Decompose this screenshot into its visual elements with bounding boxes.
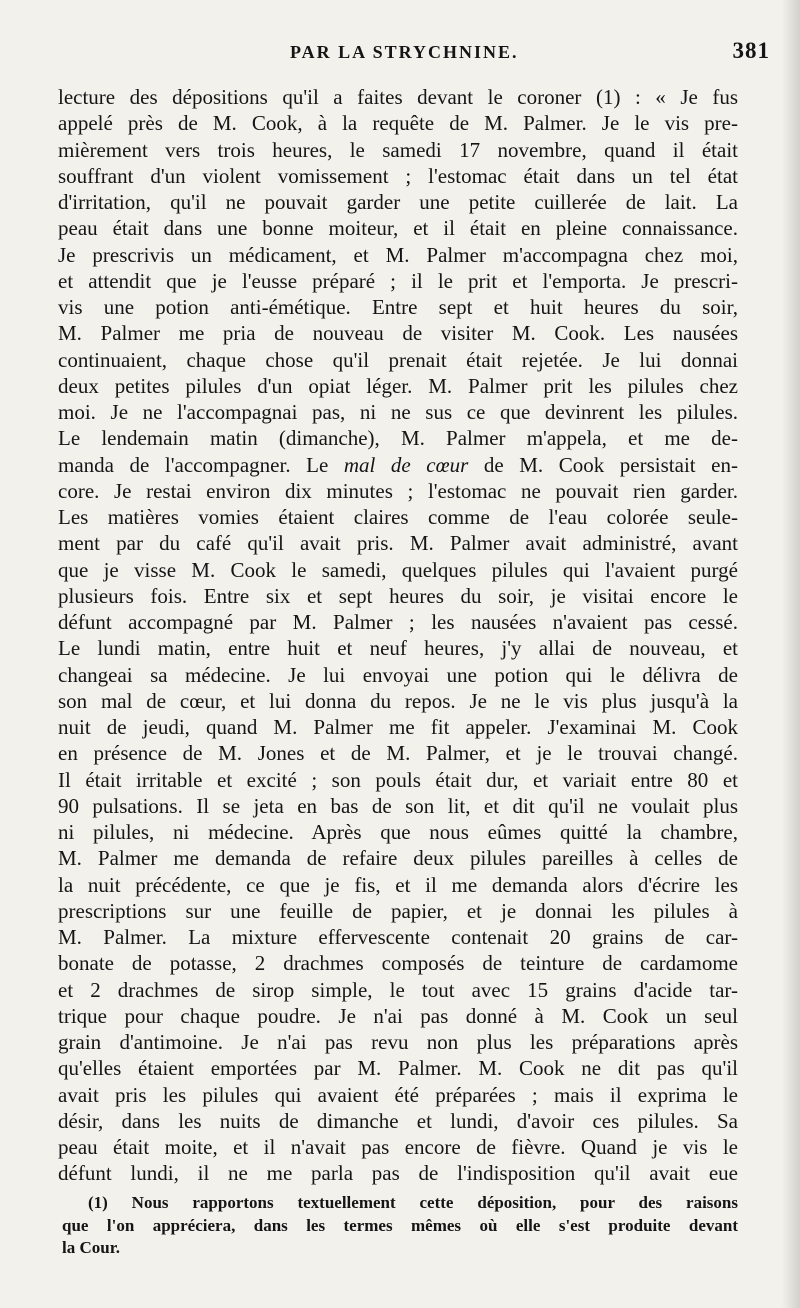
text-line: Le lundi matin, entre huit et neuf heures, j'y allai de nouveau, et (58, 636, 738, 661)
text-line: la nuit précédente, ce que je fis, et il me demanda alors d'écrire les (58, 872, 738, 897)
text-line: appelé près de M. Cook, à la requête de M. Palmer. Je le vis pre- (58, 111, 738, 136)
text-line: lecture des dépositions qu'il a faites devant le coroner (1) : « Je fus (58, 85, 738, 109)
text-line: M. Palmer me demanda de refaire deux pilules pareilles à celles de (58, 846, 738, 871)
text-line: deux petites pilules d'un opiat léger. M. Palmer prit les pilules chez (58, 373, 738, 398)
text-line: en présence de M. Jones et de M. Palmer, et je le trouvai changé. (58, 741, 738, 766)
text-line: Les matières vomies étaient claires comme de l'eau colorée seule- (58, 505, 738, 529)
text-line: peau était moite, et il n'avait pas encore de fièvre. Quand je vis le (58, 1135, 738, 1159)
running-title: PAR LA STRYCHNINE. (290, 42, 519, 62)
page-edge-shadow (782, 0, 800, 1308)
text-line: ni pilules, ni médecine. Après que nous eûmes quitté la chambre, (58, 820, 738, 844)
text-line: nuit de jeudi, quand M. Palmer me fit appeler. J'examinai M. Cook (58, 715, 738, 739)
text-line: souffrant d'un violent vomissement ; l'estomac était dans un tel état (58, 163, 738, 188)
text-line: trique pour chaque poudre. Je n'ai pas donné à M. Cook un seul (58, 1003, 738, 1028)
page-number: 381 (732, 38, 770, 63)
text-line: défunt lundi, il ne me parla pas de l'indisposition qu'il avait eue (58, 1161, 738, 1186)
text-line: défunt accompagné par M. Palmer ; les nausées n'avaient pas cessé. (58, 610, 738, 634)
text-line: bonate de potasse, 2 drachmes composés de teinture de cardamome (58, 951, 738, 976)
text-line: ment par du café qu'il avait pris. M. Palmer avait administré, avant (58, 531, 738, 556)
footnote (62, 1192, 738, 1260)
text-line: M. Palmer. La mixture effervescente contenait 20 grains de car- (58, 925, 738, 949)
text-line: Le lendemain matin (dimanche), M. Palmer m'appela, et me de- (58, 426, 738, 451)
footnote-line: (1) Nous rapportons textuellement cette déposition, pour des raisons (88, 1193, 738, 1212)
text-line: et 2 drachmes de sirop simple, le tout avec 15 grains d'acide tar- (58, 977, 738, 1002)
page-header (60, 38, 776, 76)
text-line: moi. Je ne l'accompagnai pas, ni ne sus ce que devinrent les pilules. (58, 400, 738, 424)
text-line: grain d'antimoine. Je n'ai pas revu non plus les préparations après (58, 1030, 738, 1054)
body-text (58, 84, 738, 1187)
text-line: M. Palmer me pria de nouveau de visiter M. Cook. Les nausées (58, 321, 738, 346)
italic-phrase: mal de cœur (343, 452, 469, 477)
text-line: Il était irritable et excité ; son pouls était dur, et variait entre 80 et (58, 767, 738, 792)
text-line: désir, dans les nuits de dimanche et lundi, d'avoir ces pilules. Sa (58, 1108, 738, 1133)
text-line: et attendit que je l'eusse préparé ; il le prit et l'emporta. Je prescri- (58, 268, 738, 293)
footnote-line: que l'on appréciera, dans les termes mêmes où elle s'est produite devant (62, 1215, 738, 1235)
text-line: peau était dans une bonne moiteur, et il était en pleine connaissance. (58, 216, 738, 241)
text-line: changeai sa médecine. Je lui envoyai une potion qui le délivra de (58, 662, 738, 687)
text-line: 90 pulsations. Il se jeta en bas de son lit, et dit qu'il ne voulait plus (58, 793, 738, 818)
text-line: continuaient, chaque chose qu'il prenait était rejetée. Je lui donnai (58, 347, 738, 372)
text-line: manda de l'accompagner. Le mal de cœur de M. Cook persistait en- (58, 452, 738, 477)
text-line: son mal de cœur, et lui donna du repos. Je ne le vis plus jusqu'à la (58, 688, 738, 713)
text-line: plusieurs fois. Entre six et sept heures du soir, je visitai encore le (58, 583, 738, 608)
text-line: core. Je restai environ dix minutes ; l'estomac ne pouvait rien garder. (58, 478, 738, 503)
text-line: vis une potion anti-émétique. Entre sept et huit heures du soir, (58, 295, 738, 319)
text-line: que je visse M. Cook le samedi, quelques pilules qui l'avaient purgé (58, 557, 738, 582)
footnote-line: la Cour. (62, 1238, 120, 1257)
text-line: mièrement vers trois heures, le samedi 17 novembre, quand il était (58, 137, 738, 162)
text-line: qu'elles étaient emportées par M. Palmer. M. Cook ne dit pas qu'il (58, 1056, 738, 1081)
text-line: avait pris les pilules qui avaient été préparées ; mais il exprima le (58, 1082, 738, 1107)
text-line: d'irritation, qu'il ne pouvait garder une petite cuillerée de lait. La (58, 190, 738, 214)
text-line: prescriptions sur une feuille de papier, et je donnai les pilules à (58, 898, 738, 923)
text-line: Je prescrivis un médicament, et M. Palmer m'accompagna chez moi, (58, 242, 738, 267)
